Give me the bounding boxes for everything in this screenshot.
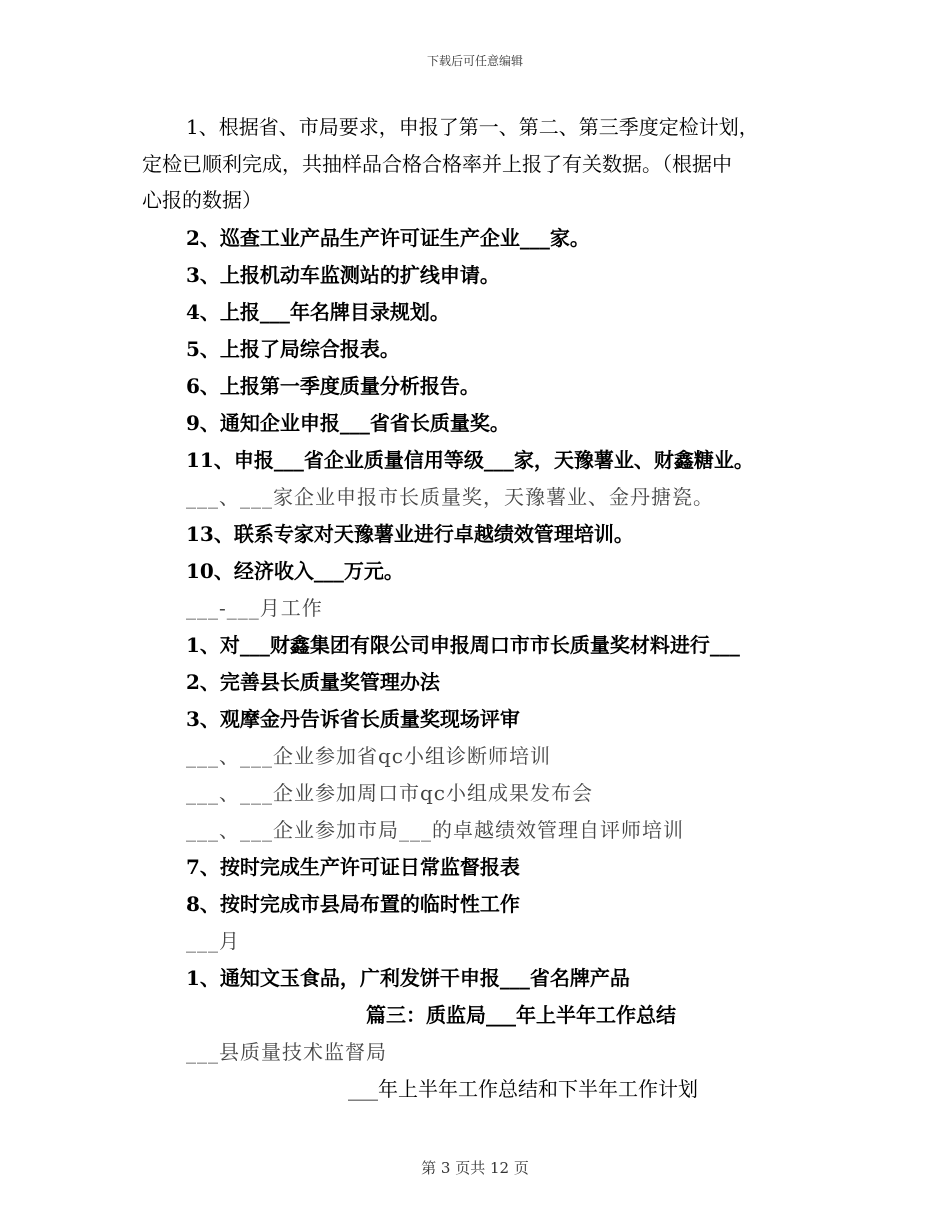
paragraph-line: ___县质量技术监督局 — [186, 1040, 387, 1064]
paragraph-line: 3、上报机动车监测站的扩线申请。 — [186, 263, 500, 287]
page-header: 下载后可任意编辑 — [426, 54, 523, 68]
paragraph-line: 1、通知文玉食品，广利发饼干申报___省名牌产品 — [186, 966, 630, 990]
paragraph-line: 13、联系专家对天豫薯业进行卓越绩效管理培训。 — [186, 522, 634, 546]
paragraph-line: ___-___月工作 — [186, 596, 323, 620]
paragraph-line: 3、观摩金丹告诉省长质量奖现场评审 — [186, 707, 520, 731]
document-subtitle: ___年上半年工作总结和下半年工作计划 — [348, 1077, 698, 1101]
paragraph-line: 2、巡查工业产品生产许可证生产企业___家。 — [186, 226, 590, 250]
paragraph-line: 1、根据省、市局要求，申报了第一、第二、第三季度定检计划， — [186, 115, 759, 139]
paragraph-line: 定检已顺利完成，共抽样品合格合格率并上报了有关数据。（根据中 — [142, 152, 732, 176]
paragraph-line: ___月 — [186, 929, 240, 953]
paragraph-line: 11、申报___省企业质量信用等级___家，天豫薯业、财鑫糖业。 — [186, 448, 754, 472]
paragraph-line: 2、完善县长质量奖管理办法 — [186, 670, 440, 694]
paragraph-line: 7、按时完成生产许可证日常监督报表 — [186, 855, 520, 879]
paragraph-line: 心报的数据） — [142, 188, 262, 212]
paragraph-line: 5、上报了局综合报表。 — [186, 337, 400, 361]
paragraph-line: 4、上报___年名牌目录规划。 — [186, 300, 450, 324]
paragraph-line: ___、___企业参加市局___的卓越绩效管理自评师培训 — [186, 818, 684, 842]
paragraph-line: 8、按时完成市县局布置的临时性工作 — [186, 892, 520, 916]
page-footer: 第 3 页共 12 页 — [421, 1159, 529, 1177]
paragraph-line: ___、___企业参加省qc小组诊断师培训 — [186, 744, 552, 768]
paragraph-line: ___、___家企业申报市长质量奖，天豫薯业、金丹搪瓷。 — [186, 485, 714, 509]
paragraph-line: 1、对___财鑫集团有限公司申报周口市市长质量奖材料进行___ — [186, 633, 740, 657]
paragraph-line: ___、___企业参加周口市qc小组成果发布会 — [186, 781, 594, 805]
section-title: 篇三：质监局___年上半年工作总结 — [366, 1003, 676, 1027]
paragraph-line: 6、上报第一季度质量分析报告。 — [186, 374, 480, 398]
paragraph-line: 10、经济收入___万元。 — [186, 559, 404, 583]
paragraph-line: 9、通知企业申报___省省长质量奖。 — [186, 411, 510, 435]
